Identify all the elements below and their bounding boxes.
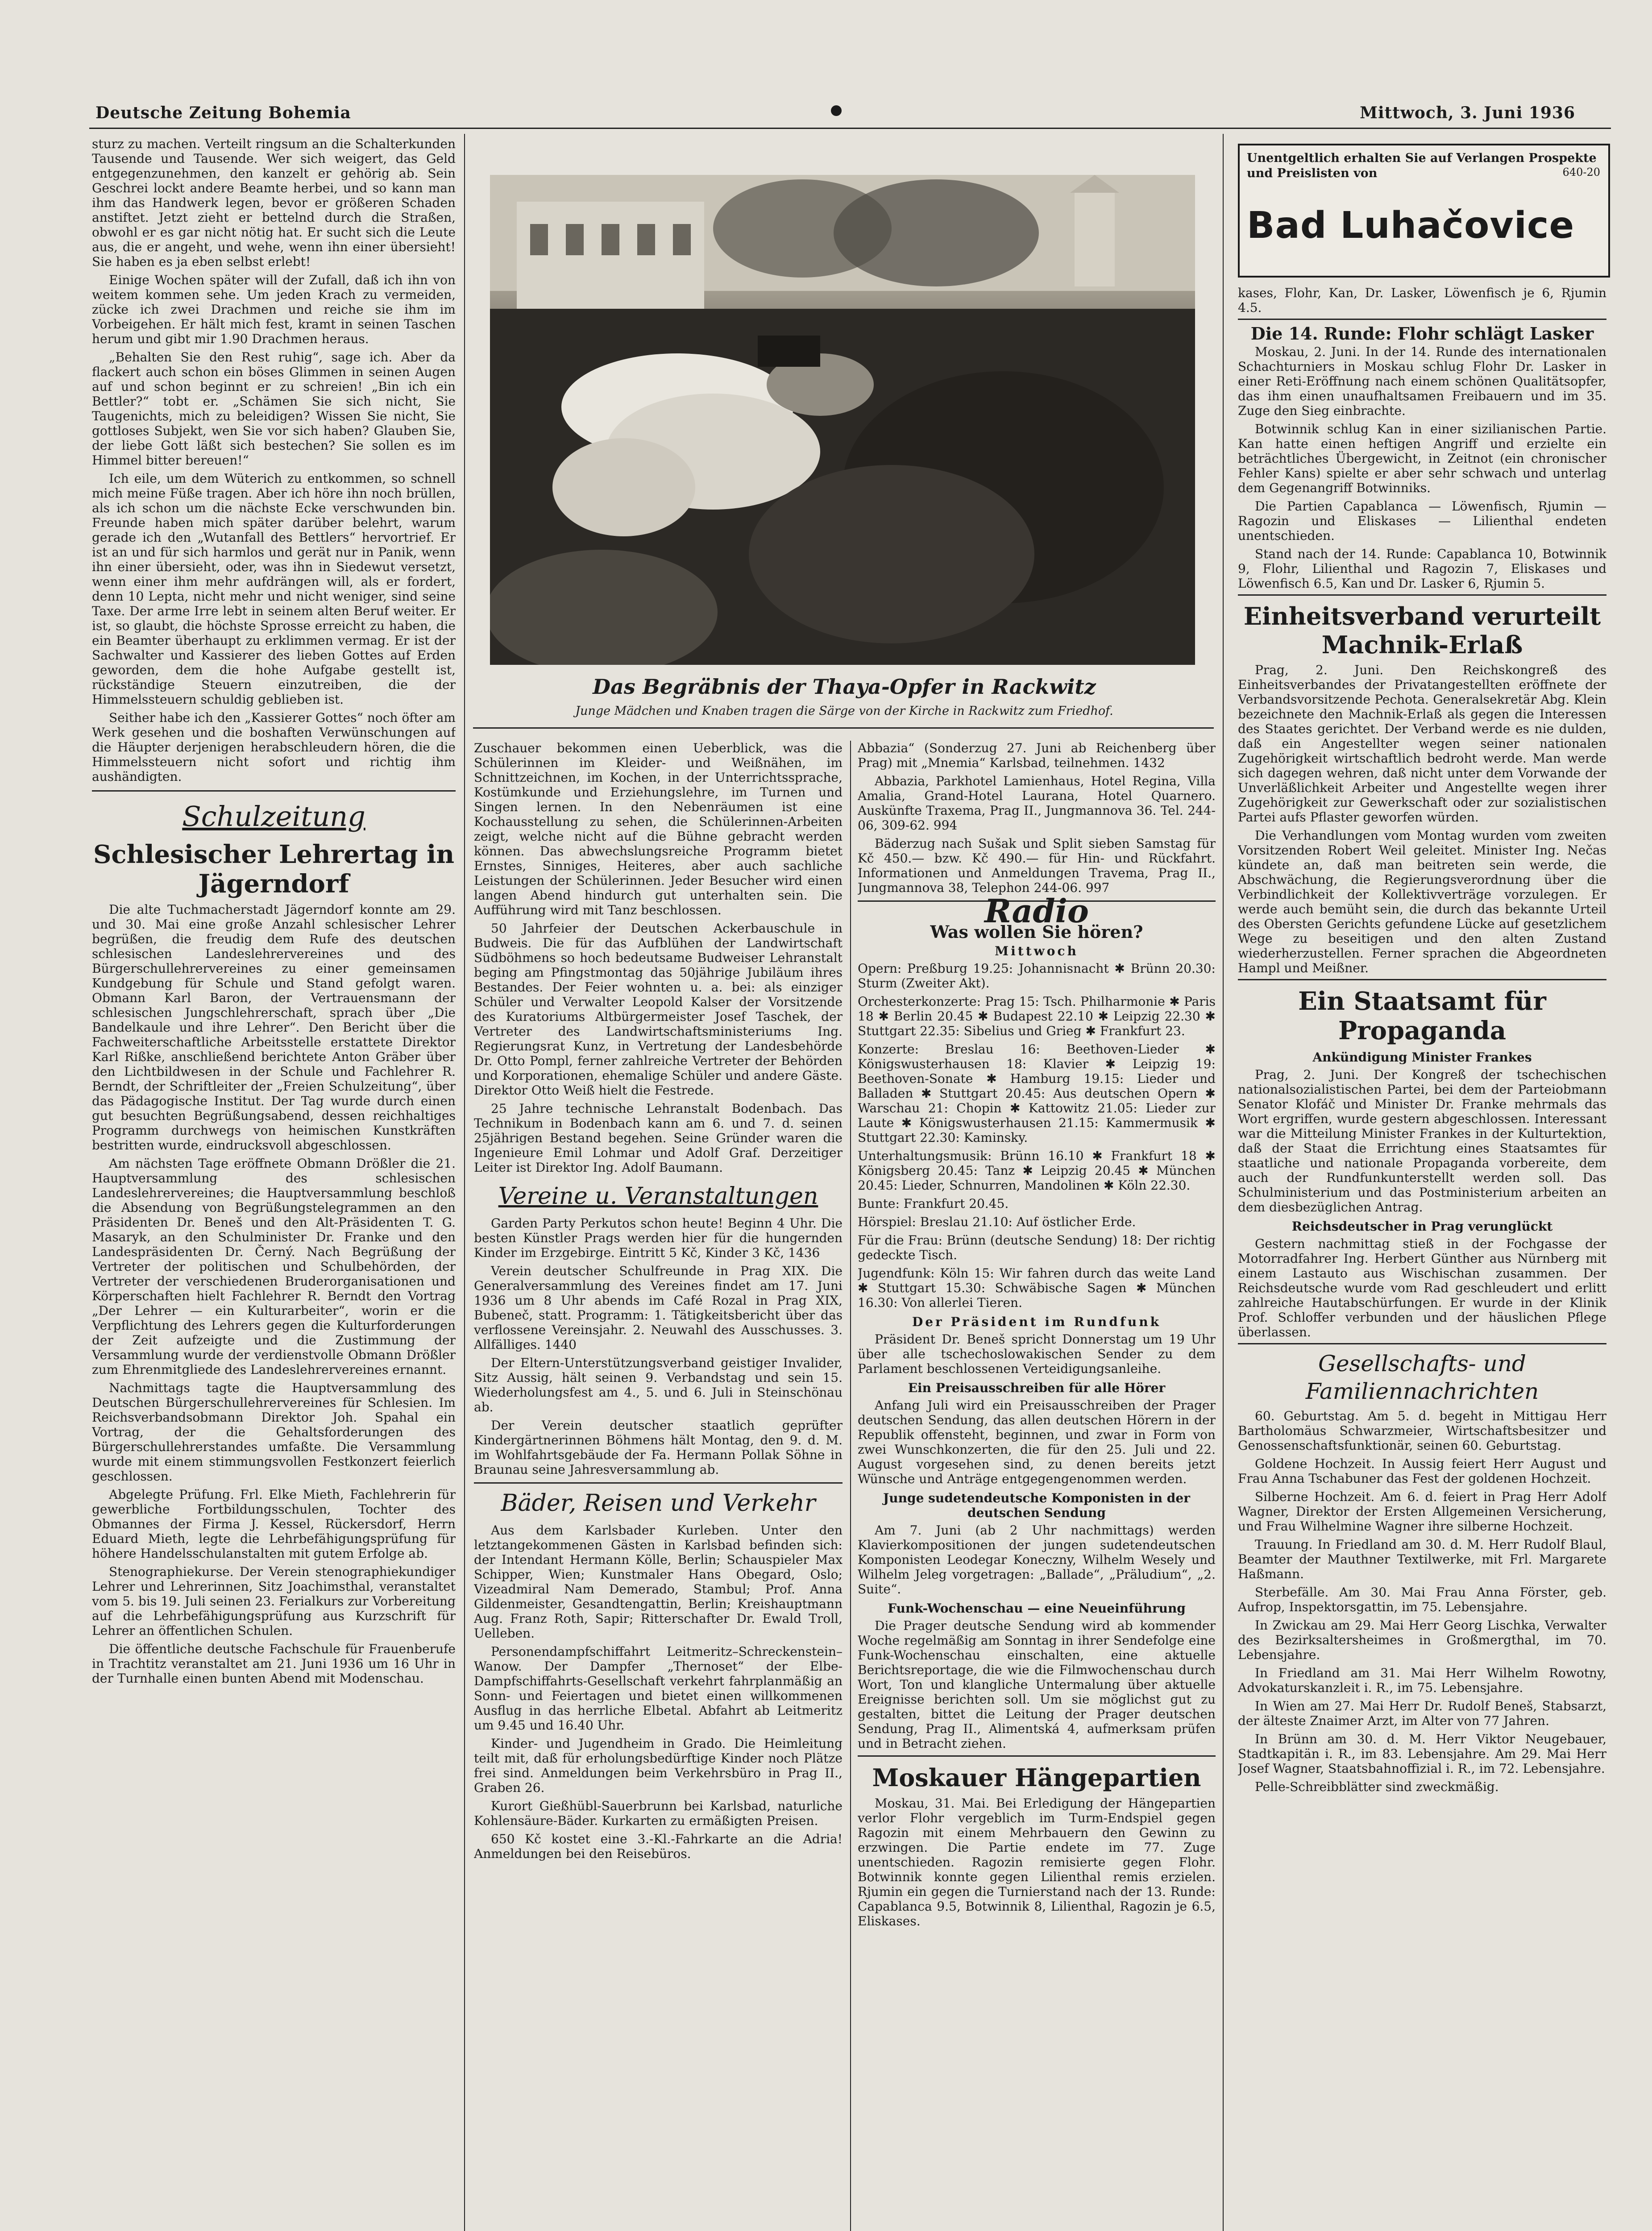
col1-intro-2: Einige Wochen später will der Zufall, daß ich ihn von weitem kommen sehe. Um jeden Krach zu vermeiden, zücke ich zwei Drachmen und reiche sie ihm im Vorbeigehen. Er hält mich fest, kramt in seinen Taschen herum und gibt mir 1.90 Drachmen heraus.	[92, 273, 456, 346]
col4-p1-1: Moskau, 2. Juni. In der 14. Runde des internationalen Schachturniers in Moskau schlug Flohr Dr. Lasker in einer Reti-Eröffnung nach einem schönen Qualitätsopfer, das ihm einen unaufhaltsamen Freibauern und im 35. Zuge den Sieg einbrachte.	[1238, 344, 1606, 418]
radio-wochenschau-text: Die Prager deutsche Sendung wird ab kommender Woche regelmäßig am Sonntag in ihrer Sendefolge eine Funk-Wochenschau einschalten, eine aktuelle Berichtsreportage, die wie die Filmwochenschau durch Wort, Ton und klangliche Untermalung über aktuelle Ereignisse berichten soll. Um sie möglichst gut zu gestalten, bittet die Leitung der Prager deutschen Sendung, Prag II., Alimentská 4, aufmerksam prüfen und in Betracht ziehen.	[858, 1618, 1216, 1751]
col1-intro-4: Ich eile, um dem Wüterich zu entkommen, so schnell mich meine Füße tragen. Aber ich höre ihn noch brüllen, als ich schon um die nächste Ecke verschwunden bin. Freunde haben mich später darüber belehrt, warum gerade ich den „Wutanfall des Bettlers“ hervortrief. Er ist an und für sich harmlos und gerät nur in Panik, wenn ihn einer übersieht, oder, was ihn in Siedewut versetzt, wenn einer ihm mehr aufdrängen will, als er fordert, denn 10 Lepta, nicht mehr und nicht weniger, sind seine Taxe. Der arme Irre lebt in seinem alten Beruf weiter. Er ist, so glaubt, die höchste Sprosse erreicht zu haben, die ein Beamter überhaupt zu erklimmen vermag. Er ist der Sachwalter und Kassierer des lieben Gottes auf Erden geworden, dem die hohe Aufgabe gestellt ist, rückständige Steuern einzutreiben, die der Himmelssteuern schuldig geblieben ist.	[92, 471, 456, 707]
col2-body-b-2: Verein deutscher Schulfreunde in Prag XIX. Die Generalversammlung des Vereines findet am 17. Juni 1936 um 8 Uhr abends im Café Rozal in Prag XIX, Bubeneč, statt. Programm: 1. Tätigkeitsbericht über das verflossene Vereinsjahr. 2. Neuwahl des Ausschusses. 3. Allfälliges. 1440	[474, 1264, 843, 1352]
column-3	[858, 741, 1216, 2231]
chess-rule	[858, 1755, 1216, 1757]
radio-item-1: Opern: Preßburg 19.25: Johannisnacht ✱ Brünn 20.30: Sturm (Zweiter Akt).	[858, 961, 1216, 991]
col4-p5-6: In Zwickau am 29. Mai Herr Georg Lischka, Verwalter des Bezirksaltersheimes in Großmergthal, im 70. Lebensjahre.	[1238, 1618, 1606, 1662]
ad-small-text: Unentgeltlich erhalten Sie auf Verlangen Prospekte und Preislisten von	[1247, 151, 1597, 180]
col1-intro-5: Seither habe ich den „Kassierer Gottes“ noch öfter am Werk gesehen und die boshaften Verwünschungen auf die Häupter derjenigen herabschleudern hören, die die Himmelssteuern nicht sofort und richtig ihm aushändigten.	[92, 710, 456, 784]
masthead-date: Mittwoch, 3. Juni 1936	[1360, 104, 1575, 122]
col4-rule-4	[1238, 1343, 1606, 1344]
col4-headline-2: Einheitsverband verurteilt Machnik-Erlaß	[1243, 602, 1601, 659]
col4-p1-3: Die Partien Capablanca — Löwenfisch, Rjumin — Ragozin und Eliskases — Lilienthal endeten unentschieden.	[1238, 499, 1606, 543]
section-baeder: Bäder, Reisen und Verkehr	[501, 1490, 816, 1517]
col4-p5-4: Trauung. In Friedland am 30. d. M. Herr Rudolf Blaul, Beamter der Mauthner Textilwerke, mit Frl. Margarete Haßmann.	[1238, 1537, 1606, 1581]
radio-sub-wochenschau: Funk-Wochenschau — eine Neueinführung	[888, 1601, 1186, 1616]
photo-illustration	[490, 175, 1195, 665]
photo-caption-title: Das Begräbnis der Thaya-Opfer in Rackwitz	[593, 675, 1096, 699]
ad-name: Bad Luhačovice	[1247, 204, 1575, 247]
col4-headline-5: Gesellschafts- und Familiennachrichten	[1305, 1351, 1539, 1404]
column-1	[92, 137, 456, 2231]
headline-lehrertag: Schlesischer Lehrertag in Jägerndorf	[93, 840, 455, 899]
col2-body-c-1: Aus dem Karlsbader Kurleben. Unter den letztangekommenen Gästen in Karlsbad befinden sich: der Intendant Hermann Kölle, Berlin; Schauspieler Max Schipper, Wien; Kunstmaler Hans Obegard, Oslo; Vizeadmiral Nam Demerado, Stambul; Prof. Anna Gildenmeister, Gesandtengattin, Berlin; Kreishauptmann Aug. Franz Roth, Sapir; Ritterschafter Dr. Ewald Troll, Uelleben.	[474, 1523, 843, 1641]
col4-p5-1: 60. Geburtstag. Am 5. d. begeht in Mittigau Herr Bartholomäus Schwarzmeier, Wirtschaftsbesitzer und Genossenschaftsfunktionär, seinen 60. Geburtstag.	[1238, 1409, 1606, 1453]
col2-body-b-3: Der Eltern-Unterstützungsverband geistiger Invalider, Sitz Aussig, hält seinen 9. Verbandstag und sein 15. Wiederholungsfest am 4., 5. und 6. Juli in Steinschönau ab.	[474, 1356, 843, 1414]
col1-intro-1: sturz zu machen. Verteilt ringsum an die Schalterkunden Tausende und Tausende. Wer sich weigert, das Geld entgegenzunehmen, den kanzelt er gehörig ab. Sein Geschrei lockt andere Beamte herbei, und so kann man ihm das Handwerk legen, bevor er größeren Schaden anstiftet. Jetzt zieht er bettelnd durch die Straßen, obwohl er es gar nicht nötig hat. Er sucht sich die Leute aus, die er angeht, und wehe, wenn ihn einer übersieht! Sie haben es ja eben selbst erlebt!	[92, 137, 456, 269]
column-rule-3	[1223, 134, 1224, 2231]
column-2	[474, 741, 843, 2231]
radio-item-8: Jugendfunk: Köln 15: Wir fahren durch das weite Land ✱ Stuttgart 15.30: Schwäbische Sagen ✱ München 16.30: Von allerlei Tieren.	[858, 1266, 1216, 1310]
column-rule-2	[850, 741, 851, 2231]
masthead-dot	[831, 105, 842, 116]
col1-body-6: Die öffentliche deutsche Fachschule für Frauenberufe in Trachtitz veranstaltet am 21. Juni 1936 um 16 Uhr in der Turnhalle einen bunten Abend mit Modenschau.	[92, 1642, 456, 1686]
col4-p5-2: Goldene Hochzeit. In Aussig feiert Herr August und Frau Anna Tschabuner das Fest der goldenen Hochzeit.	[1238, 1456, 1606, 1486]
section-rule	[92, 790, 456, 792]
col4-p3-1: Prag, 2. Juni. Der Kongreß der tschechischen nationalsozialistischen Partei, bei dem der Parteiobmann Senator Klofáč und Minister Dr. Franke mehrmals das Wort ergriffen, wurde gestern abgeschlossen. Interessant war die Mitteilung Minister Frankes in der Kulturtektion, daß der Staat die Errichtung eines Staatsamtes für staatliche und nationale Propaganda vorbereite, dem auch der Rundfunkunterstellt werden soll. Das Schulministerium und das Postministerium arbeiten an dem diesbezüglichen Antrag.	[1238, 1067, 1606, 1215]
col2-body-c-4: Kurort Gießhübl-Sauerbrunn bei Karlsbad, naturliche Kohlensäure-Bäder. Kurkarten zu ermäßigten Preisen.	[474, 1799, 843, 1828]
ad-number: 640-20	[1562, 166, 1600, 178]
chess-headline: Moskauer Hängepartien	[872, 1763, 1201, 1792]
radio-item-6: Hörspiel: Breslau 21.10: Auf östlicher Erde.	[858, 1215, 1136, 1229]
col4-p1-4: Stand nach der 14. Runde: Capablanca 10, Botwinnik 9, Flohr, Lilienthal und Ragozin 7, Eliskases und Löwenfisch 6.5, Kan und Dr. Lasker 6, Rjumin 5.	[1238, 547, 1606, 591]
radio-title: Radio	[984, 892, 1089, 930]
col4-p5-5: Sterbefälle. Am 30. Mai Frau Anna Förster, geb. Aufrop, Inspektorsgattin, im 75. Lebensjahre.	[1238, 1585, 1606, 1614]
section-rule-2	[474, 1482, 843, 1484]
photo-caption-subtitle: Junge Mädchen und Knaben tragen die Särge von der Kirche in Rackwitz zum Friedhof.	[575, 704, 1113, 718]
col1-intro-3: „Behalten Sie den Rest ruhig“, sage ich. Aber da flackert auch schon ein böses Glimmen in seinen Augen auf und schon beginnt er zu schreien! „Bin ich ein Bettler?“ tobt er. „Schämen Sie sich nicht, Sie Taugenichts, mich zu beleidigen? Wissen Sie nicht, Sie gottloses Subjekt, wen Sie vor sich haben? Glauben Sie, der liebe Gott läßt sich bestechen? Sie sollen es im Himmel bitter bereuen!“	[92, 350, 456, 468]
col4-headline-3-sub: Ankündigung Minister Frankes	[1312, 1050, 1532, 1065]
col4-headline-4: Reichsdeutscher in Prag verunglückt	[1291, 1219, 1553, 1234]
col1-body-4: Abgelegte Prüfung. Frl. Elke Mieth, Fachlehrerin für gewerbliche Fortbildungsschulen, Tochter des Obmannes der Firma J. Kessel, Rückersdorf, Herrn Eduard Mieth, legte die Lehrbefähigungsprüfung für höhere Handelsschulanstalten mit gutem Erfolge ab.	[92, 1487, 456, 1561]
col1-body-2: Am nächsten Tage eröffnete Obmann Drößler die 21. Hauptversammlung des schlesischen Landeslehrervereines; die Hauptversammlung beschloß die Absendung von Begrüßungstelegrammen an den Präsidenten Dr. Beneš und den Alt-Präsidenten T. G. Masaryk, an den Schulminister Dr. Franke und den Landespräsidenten Dr. Černý. Nach Begrüßung der Vertreter der politischen und Schulbehörden, der Vertreter der verschiedenen Bruderorganisationen und Körperschaften hielt Fachlehrer R. Berndt den Vortrag „Der Lehrer — ein Kulturarbeiter“, worin er die Verpflichtung des Lehrers gegen die Kulturforderungen der Zeit aufzeigte und die Zustimmung der Versammlung wurde der verdienstvolle Obmann Drößler zum Ehrenmitgliede des Landeslehrervereines ernannt.	[92, 1156, 456, 1377]
section-vereine: Vereine u. Veranstaltungen	[498, 1183, 818, 1210]
column-4	[1238, 286, 1606, 2231]
col4-p2-2: Die Verhandlungen vom Montag wurden vom zweiten Vorsitzenden Robert Weil geleitet. Minister Ing. Nečas kündete an, daß man beitreten sein werde, die Abschwächung, die Regierungsverordnung über die Verbindlichkeit der Kollektivverträge vorzulegen. Er werde auch bemüht sein, die durch das bekannte Urteil des Obersten Gerichts gefundene Lücke auf gesetzlichem Wege zu beseitigen und den alten Zustand wiederherzustellen. Ferner sprachen die Abgeordneten Hampl und Meißner.	[1238, 828, 1606, 975]
col4-p5-9: In Brünn am 30. d. M. Herr Viktor Neugebauer, Stadtkapitän i. R., im 83. Lebensjahre. Am 29. Mai Herr Josef Wagner, Staatsbahnoffizial i. R., im 72. Lebensjahre.	[1238, 1732, 1606, 1776]
radio-item-4: Unterhaltungsmusik: Brünn 16.10 ✱ Frankfurt 18 ✱ Königsberg 20.45: Tanz ✱ Leipzig 20.45 ✱ München 20.45: Lieder, Schnurren, Mandolinen ✱ Köln 22.30.	[858, 1149, 1216, 1193]
col4-chess-cont: kases, Flohr, Kan, Dr. Lasker, Löwenfisch je 6, Rjumin 4.5.	[1238, 286, 1606, 315]
col2-body-a-3: 25 Jahre technische Lehranstalt Bodenbach. Das Technikum in Bodenbach kann am 6. und 7. d. seinen 25jährigen Bestand begehen. Seine Gründer waren die Ingenieure Emil Lohmar und Adolf Graf. Derzeitiger Leiter ist Direktor Ing. Adolf Baumann.	[474, 1101, 843, 1175]
col2-body-b-4: Der Verein deutscher staatlich geprüfter Kindergärtnerinnen Böhmens hält Montag, den 9. d. M. im Wohlfahrtsgebäude der Fa. Hermann Pollak Söhne in Braunau seine Jahresversammlung ab.	[474, 1418, 843, 1477]
col4-p5-7: In Friedland am 31. Mai Herr Wilhelm Rowotny, Advokaturskanzleit i. R., im 75. Lebensjahre.	[1238, 1666, 1606, 1695]
col2-body-c-3: Kinder- und Jugendheim in Grado. Die Heimleitung teilt mit, daß für erholungsbedürftige Kinder noch Plätze frei sind. Anmeldungen beim Verkehrsbüro in Prag II., Graben 26.	[474, 1736, 843, 1795]
col1-body-3: Nachmittags tagte die Hauptversammlung des Deutschen Bürgerschullehrervereines für Schlesien. Im Reichsverbandsobmann Direktor Joh. Spahal ein Vortrag, der die Gehaltsforderungen des Bürgerschullehrerstandes umfaßte. Die Versammlung wurde mit einem stimmungsvollen Festkonzert feierlich geschlossen.	[92, 1381, 456, 1484]
col4-p5-3: Silberne Hochzeit. Am 6. d. feiert in Prag Herr Adolf Wagner, Direktor der Ersten Allgemeinen Versicherung, und Frau Wilhelmine Wagner ihre silberne Hochzeit.	[1238, 1489, 1606, 1534]
col3-ad-2: Abbazia, Parkhotel Lamienhaus, Hotel Regina, Villa Amalia, Grand-Hotel Laurana, Hotel Quarnero. Auskünfte Traxema, Prag II., Jungmannova 36. Tel. 244-06, 309-62. 994	[858, 774, 1216, 833]
radio-composers-text: Am 7. Juni (ab 2 Uhr nachmittags) werden Klavierkompositionen der jungen sudetendeutschen Komponisten Leodegar Koneczny, Wilhelm Wesely und Wilhelm Jeleg vorgetragen: „Ballade“, „Präludium“, „2. Suite“.	[858, 1523, 1216, 1597]
col4-headline-3: Ein Staatsamt für Propaganda	[1298, 987, 1546, 1045]
section-schulzeitung: Schulzeitung	[182, 800, 365, 833]
radio-item-2: Orchesterkonzerte: Prag 15: Tsch. Philharmonie ✱ Paris 18 ✱ Berlin 20.45 ✱ Budapest 22.10 ✱ Leipzig 22.30 ✱ Stuttgart 22.35: Sibelius und Grieg ✱ Frankfurt 23.	[858, 994, 1216, 1038]
masthead-left: Deutsche Zeitung Bohemia	[95, 104, 351, 122]
radio-day: Mittwoch	[995, 944, 1079, 958]
col2-body-b-1: Garden Party Perkutos schon heute! Beginn 4 Uhr. Die besten Künstler Prags werden hier für die hungernden Kinder im Erzgebirge. Eintritt 5 Kč, Kinder 3 Kč, 1436	[474, 1216, 843, 1260]
col4-p5-8: In Wien am 27. Mai Herr Dr. Rudolf Beneš, Stabsarzt, der älteste Znaimer Arzt, im Alter von 77 Jahren.	[1238, 1699, 1606, 1728]
col4-headline-1: Die 14. Runde: Flohr schlägt Lasker	[1250, 323, 1594, 344]
col4-rule-1	[1238, 319, 1606, 320]
col1-body-5: Stenographiekurse. Der Verein stenographiekundiger Lehrer und Lehrerinnen, Sitz Joachimsthal, veranstaltet vom 5. bis 19. Juli seinen 23. Ferialkurs zur Vorbereitung auf die Lehrbefähigungsprüfung aus Kurzschrift für Lehrer an öffentlichen Schulen.	[92, 1564, 456, 1638]
radio-item-7: Für die Frau: Brünn (deutsche Sendung) 18: Der richtig gedeckte Tisch.	[858, 1233, 1216, 1262]
col3-ad-3: Bäderzug nach Sušak und Split sieben Samstag für Kč 450.— bzw. Kč 490.— für Hin- und Rückfahrt. Informationen und Anmeldungen Travema, Prag II., Jungmannova 38, Telephon 244-06. 997	[858, 836, 1216, 895]
col4-rule-2	[1238, 594, 1606, 596]
funeral-photo	[490, 175, 1195, 665]
col4-p5-10: Pelle-Schreibblätter sind zweckmäßig.	[1255, 1779, 1499, 1794]
radio-subtitle: Was wollen Sie hören?	[930, 922, 1143, 942]
col4-rule-3	[1238, 979, 1606, 980]
col2-body-c-2: Personendampfschiffahrt Leitmeritz–Schreckenstein–Wanow. Der Dampfer „Thernoset“ der Elbe-Dampfschiffahrts-Gesellschaft verkehrt fahrplanmäßig an Sonn- und Feiertagen und bietet einen willkommenen Ausflug in das herrliche Elbetal. Abfahrt ab Leitmeritz um 9.45 und 16.40 Uhr.	[474, 1644, 843, 1733]
col4-p2-1: Prag, 2. Juni. Den Reichskongreß des Einheitsverbandes der Privatangestellten eröffnete der Verbandsvorsitzende Pechota. Generalsekretär Abg. Klein bezeichnete den Machnik-Erlaß als gegen die Interessen des Staates gerichtet. Der Verband werde es nie dulden, daß ein Angestellter wegen seiner nationalen Zugehörigkeit wirtschaftlich bedroht werde. Man werde sich dagegen wehren, daß nicht unter dem Vorwande der Unverläßlichkeit Arbeiter und Angestellte wegen ihrer Zugehörigkeit zur Gewerkschaft oder zur sozialistischen Partei aufs Pflaster geworfen würden.	[1238, 663, 1606, 825]
col1-body-1: Die alte Tuchmacherstadt Jägerndorf konnte am 29. und 30. Mai eine große Anzahl schlesischer Lehrer begrüßen, die freudig dem Rufe des deutschen schlesischen Landeslehrervereines und des Bürgerschullehrervereines zu einer gemeinsamen Kundgebung für Schule und Stand gefolgt waren. Obmann Karl Baron, der Vertrauensmann der schlesischen Jungschlehrerschaft, sprach über „Die Bandelkaule und ihre Lehrer“. Den Bericht über die Fachweiterschaftliche Arbeitsstelle erstattete Direktor Karl Rißke, anschließend berichtete Anton Gräber über den Lichtbildwesen in der Schule und Fachlehrer R. Berndt, der Schriftleiter der „Freien Schulzeitung“, über das Pädagogische Institut. Der Tag wurde durch einen gut besuchten Begrüßungsabend, dessen reichhaltiges Programm durchwegs von heimischen Kunstkräften bestritten wurde, eindrucksvoll abgeschlossen.	[92, 902, 456, 1153]
radio-item-5: Bunte: Frankfurt 20.45.	[858, 1196, 1009, 1211]
ad-bad-luhacovice	[1238, 144, 1610, 278]
header-rule	[89, 128, 1611, 129]
column-rule-1	[464, 134, 465, 2231]
col3-ad-1: Abbazia“ (Sonderzug 27. Juni ab Reichenberg über Prag) mit „Mnemia“ Karlsbad, teilnehmen. 1432	[858, 741, 1216, 770]
col2-body-a-2: 50 Jahrfeier der Deutschen Ackerbauschule in Budweis. Die für das Aufblühen der Landwirtschaft Südböhmens so hoch bedeutsame Budweiser Lehranstalt beging am Pfingstmontag das 50jährige Jubiläum ihres Bestandes. Der Feier wohnten u. a. bei: als einziger Schüler und Verwalter Leopold Kalser der Vorsitzende des Kuratoriums Altbürgermeister Josef Taschek, der Vertreter des Landwirtschaftsministeriums Ing. Regierungsrat Kunz, in Vertretung der Landesbehörde Dr. Otto Pompl, ferner zahlreiche Vertreter der Behörden und Korporationen, ehemalige Schüler und andere Gäste. Direktor Otto Weiß hielt die Festrede.	[474, 921, 843, 1098]
radio-president-text: Präsident Dr. Beneš spricht Donnerstag um 19 Uhr über alle tschechoslowakischen Sender zu dem Parlament beschlossenen Verteidigungsanleihe.	[858, 1332, 1216, 1376]
photo-bottom-rule	[473, 727, 1214, 729]
radio-item-3: Konzerte: Breslau 16: Beethoven-Lieder ✱ Königswusterhausen 18: Klavier ✱ Leipzig 19: Beethoven-Sonate ✱ Hamburg 19.15: Lieder und Balladen ✱ Stuttgart 20.45: Aus deutschen Opern ✱ Warschau 21: Chopin ✱ Kattowitz 21.05: Lieder zur Laute ✱ Königswusterhausen 21.15: Kammermusik ✱ Stuttgart 22.30: Kaminsky.	[858, 1042, 1216, 1145]
chess-text: Moskau, 31. Mai. Bei Erledigung der Hängepartien verlor Flohr vergeblich im Turm-Endspiel gegen Ragozin mit einem Mehrbauern den Gewinn zu erzwingen. Die Partie endete im 77. Zuge unentschieden. Ragozin remisierte gegen Flohr. Botwinnik konnte gegen Lilienthal remis erzielen. Rjumin ein gegen die Turnierstand nach der 13. Runde: Capablanca 9.5, Botwinnik 8, Lilienthal, Ragozin je 6.5, Eliskases.	[858, 1796, 1216, 1928]
col2-body-c-5: 650 Kč kostet eine 3.-Kl.-Fahrkarte an die Adria! Anmeldungen bei den Reisebüros.	[474, 1832, 843, 1861]
radio-contest-text: Anfang Juli wird ein Preisausschreiben der Prager deutschen Sendung, das allen deutschen Hörern in der Republik offensteht, beginnen, und zwar in Form von zwei Wunschkonzerten, die für den 25. Juli und 22. August vorgesehen sind, zu denen bereits jetzt Wünsche und Anträge entgegengenommen werden.	[858, 1398, 1216, 1486]
radio-sub-contest: Ein Preisausschreiben für alle Hörer	[908, 1381, 1166, 1395]
col2-body-a-1: Zuschauer bekommen einen Ueberblick, was die Schülerinnen im Kleider- und Weißnähen, im Schnittzeichnen, im Kochen, in der Unterrichtssprache, Kostümkunde und Erziehungslehre, im Turnen und Singen lernen. In den Nebenräumen ist eine Kochausstellung zu sehen, die Schülerinnen-Arbeiten zeigt, welche nicht auf die Bühne gebracht werden können. Das abwechslungsreiche Programm bietet Ernstes, Sinniges, Heiteres, aber auch sachliche Leistungen der Schülerinnen. Jeder Besucher wird einen langen Abend hindurch gut unterhalten sein. Die Aufführung wird mit Tanz beschlossen.	[474, 741, 843, 917]
col4-p4: Gestern nachmittag stieß in der Fochgasse der Motorradfahrer Ing. Herbert Günther aus Nürnberg mit einem Lastauto aus Wischischan zusammen. Der Reichsdeutsche wurde vom Rad geschleudert und erlitt zahlreiche Hautabschürfungen. Er wurde in der Klinik Prof. Schloffer verbunden und der häuslichen Pflege überlassen.	[1238, 1236, 1606, 1339]
radio-sub-president: Der Präsident im Rundfunk	[912, 1315, 1162, 1329]
col4-p1-2: Botwinnik schlug Kan in einer sizilianischen Partie. Kan hatte einen heftigen Angriff und erzielte ein beträchtliches Übergewicht, in Zeitnot (ein chronischer Fehler Kans) spielte er aber sehr schwach und unterlag dem Gegenangriff Botwinniks.	[1238, 422, 1606, 495]
radio-sub-composers: Junge sudetendeutsche Komponisten in der deutschen Sendung	[883, 1491, 1190, 1520]
